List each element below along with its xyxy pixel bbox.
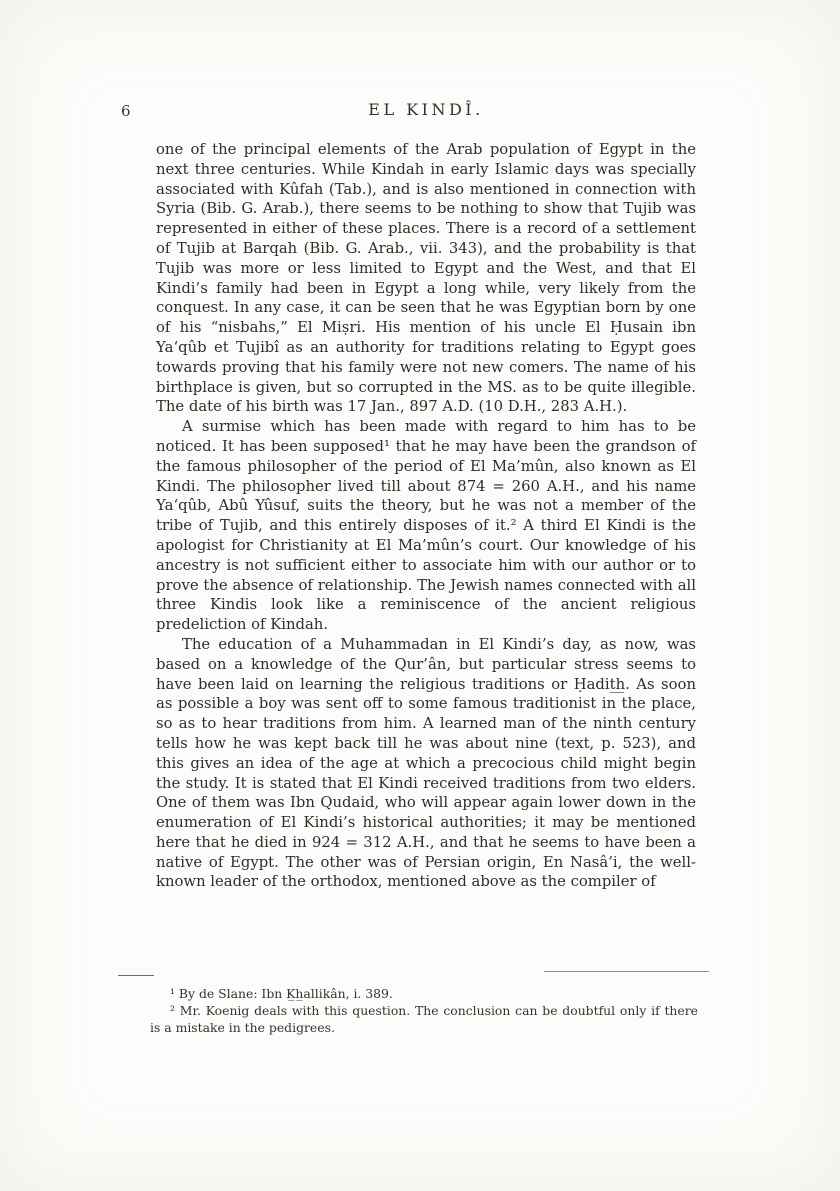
page-number: 6 bbox=[121, 102, 131, 120]
page-title: EL KINDÎ. bbox=[368, 100, 484, 119]
paragraph-2: A surmise which has been made with regard to him has to be noticed. It has been supposed¹ that he may have been the grandson of the famous philosopher of the period of El Ma’mûn, also known as El Kindi. The philosopher lived till about 874 = 260 A.H., and his name Ya‘qûb, Abû Yûsuf, suits the theory, but he was not a member of the tribe of Tujib, and this entirely disposes of it.² A third El Kindi is the apologist for Christianity at El Ma’mûn’s court. Our knowledge of his ancestry is not sufficient either to associate him with our author or to prove the absence of relationship. The Jewish names connected with all three Kindis look like a reminiscence of the ancient religious predeliction of Kindah. bbox=[156, 418, 696, 634]
body-text bbox=[156, 140, 696, 892]
separator-line-left bbox=[118, 975, 154, 976]
footnotes bbox=[150, 986, 698, 1036]
footnote-1-text: By de Slane: Ibn K̲h̲allikân, i. 389. bbox=[178, 986, 393, 1001]
paragraph-3: The education of a Muhammadan in El Kindi’s day, as now, was based on a knowledge of the Qur’ân, but particular stress seems to have been laid on learning the religious traditions or Ḥadit̲h̲. As soon as possible a boy was sent off to some famous traditionist in the place, so as to hear traditions from him. A learned man of the ninth century tells how he was kept back till he was about nine (text, p. 523), and this gives an idea of the age at which a precocious child might begin the study. It is stated that El Kindi received traditions from two elders. One of them was Ibn Qudaid, who will appear again lower down in the enumeration of El Kindi’s historical authorities; it may be mentioned here that he died in 924 = 312 A.H., and that he seems to have been a native of Egypt. The other was of Persian origin, En Nasâ’i, the well-known leader of the orthodox, mentioned above as the compiler of bbox=[156, 635, 696, 891]
page-header bbox=[0, 100, 840, 124]
separator-line-right bbox=[544, 971, 709, 972]
paragraph-1: one of the principal elements of the Arab population of Egypt in the next three centuries. While Kindah in early Islamic days was specially associated with Kûfah (Tab.), and is also mentioned in connection with Syria (Bib. G. Arab.), there seems to be nothing to show that Tujib was represented in either of these places. There is a record of a settlement of Tujib at Barqah (Bib. G. Arab., vii. 343), and the probability is that Tujib was more or less limited to Egypt and the West, and that El Kindi’s family had been in Egypt a long while, very likely from the conquest. In any case, it can be seen that he was Egyptian born by one of his “nisbahs,” El Miṣri. His mention of his uncle El Ḥusain ibn Ya‘qûb et Tujibî as an authority for traditions relating to Egypt goes towards proving that his family were not new comers. The name of his birthplace is given, but so corrupted in the MS. as to be quite illegible. The date of his birth was 17 Jan., 897 A.D. (10 D.H., 283 A.H.). bbox=[156, 141, 696, 416]
footnote-2-text: Mr. Koenig deals with this question. The conclusion can be doubtful only if there is a mistake in the pedigrees. bbox=[150, 1002, 698, 1035]
footnote-2-marker: ² bbox=[170, 1002, 175, 1018]
footnote-separator bbox=[0, 968, 840, 980]
footnote-1-marker: ¹ bbox=[170, 986, 175, 1001]
footnote-2 bbox=[150, 1003, 698, 1037]
footnote-1 bbox=[150, 986, 698, 1003]
